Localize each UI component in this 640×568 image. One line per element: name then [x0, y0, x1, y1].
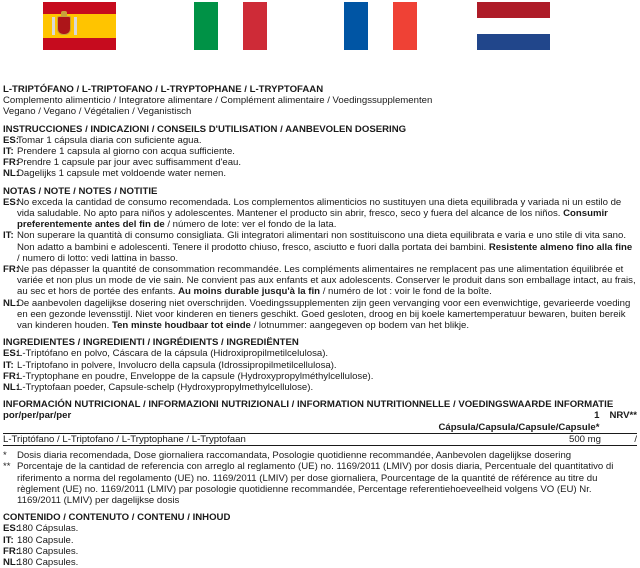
ingredient-item: FR: L-Tryptophane en poudre, Enveloppe de la capsule (Hydroxypropylméthylcellulose).	[3, 370, 374, 382]
ingredient-item: NL: L-Tryptofaan poeder, Capsule-schelp (Hydroxypropylmethylcellulose).	[3, 382, 314, 394]
product-category: Complemento alimenticio / Integratore alimentare / Complément alimentaire / Voedingssupplementen	[3, 95, 433, 107]
language-flags	[0, 2, 640, 50]
nutrition-table-row: L-Triptófano / L-Triptofano / L-Tryptophane / L-Tryptofaan 500 mg /	[3, 433, 637, 445]
note-item-it: IT: Non superare la quantità di consumo consigliata. Gli integratori alimentari non sostituiscono una dieta equilibrata e varia e uno stile di vita sano. Non adatto a bambini e adolescenti. Tenere il prodotto chiuso, fresco, asciutto e fuori dalla portata dei bambini. Resistente almeno fino alla fine / numero di lotto: vedi lattina in basso.	[3, 230, 633, 264]
instructions-title: INSTRUCCIONES / INDICAZIONI / CONSEILS D'UTILISATION / AANBEVOLEN DOSERING	[3, 123, 407, 135]
ingredient-item: IT: L-Triptofano in polvere, Involucro della capsula (Idrossipropilmetilcellulosa).	[3, 359, 337, 371]
notes-title: NOTAS / NOTE / NOTES / NOTITIE	[3, 185, 158, 197]
footnote: ** Porcentaje de la cantidad de referencia con arreglo al reglamento (UE) no. 1169/2011 (LMIV) por dosis diaria, Percentuale del quantitativo di riferimento a norma del regolamento (UE) no. 1169/2011 (LMIV) per dose giornaliera, Pourcentage de la quantité de référence au titre du règlement (UE) no. 1169/2011 (LMIV) par posologie quotidienne recommandée, Percentage referentiehoeveelheid volgens VO (EU) Nr. 1169/2011 (LMIV) per dagelijkse dosis	[3, 461, 614, 506]
contents-item: ES: 180 Cápsulas.	[3, 523, 79, 535]
contents-item: IT: 180 Capsule.	[3, 534, 74, 546]
france-flag-icon	[344, 2, 417, 50]
instruction-item: FR: Prendre 1 capsule par jour avec suffisamment d'eau.	[3, 157, 242, 169]
label-document	[3, 84, 637, 568]
spain-flag-icon	[43, 2, 116, 50]
netherlands-flag-icon	[477, 2, 550, 50]
nutrition-title: INFORMACIÓN NUTRICIONAL / INFORMAZIONI NUTRIZIONALI / INFORMATION NUTRITIONNELLE / VOEDINGSWAARDE INFORMATIE	[3, 399, 614, 411]
note-item-es: ES: No exceda la cantidad de consumo recomendada. Los complementos alimenticios no sustituyen una dieta equilibrada y variada ni un estilo de vida saludable. No apto para niños y adolescentes. Mantener el producto sin abrir, fresco, seco y fuera del alcance de los niños. Consumir preferentemente antes del fin de / número de lote: ver el fondo de la lata.	[3, 196, 622, 231]
instruction-item: ES: Tomar 1 cápsula diaria con suficiente agua.	[3, 134, 202, 146]
note-item-fr: FR: Ne pas dépasser la quantité de consommation recommandée. Les compléments alimentaires ne remplacent pas une alimentation équilibrée et variée et non plus un mode de vie sain. Ne convient pas aux enfants et aux adolescents. Conserver le produit dans son emballage intact, au frais, au sec et hors de portée des enfants. Au moins durable jusqu'à la fin / numéro de lot : voir le fond de la boîte.	[3, 264, 636, 298]
contents-item: NL: 180 Capsules.	[3, 556, 79, 568]
contents-item: FR: 180 Capsules.	[3, 545, 79, 557]
note-item-nl: NL: De aanbevolen dagelijkse dosering niet overschrijden. Voedingssupplementen zijn geen vervanging voor een evenwichtige, gevarieerde voeding en een gezonde levensstijl. Niet voor kinderen en tieners geschikt. Goed gesloten, droog en bij koele kamertemperatuur bewaren, buiten bereik van kinderen houden. Ten minste houdbaar tot einde / lotnummer: aangegeven op bodem van het blikje.	[3, 297, 631, 332]
product-name: L-TRIPTÓFANO / L-TRIPTOFANO / L-TRYPTOPHANE / L-TRYPTOFAAN	[3, 84, 324, 95]
diet-info: Vegano / Vegano / Végétalien / Veganistisch	[3, 106, 192, 118]
ingredient-item: ES: L-Triptófano en polvo, Cáscara de la cápsula (Hidroxipropilmetilcelulosa).	[3, 348, 329, 360]
footnote: * Dosis diaria recomendada, Dose giornaliera raccomandata, Posologie quotidienne recommandée, Aanbevolen dagelijkse dosering	[3, 450, 572, 462]
instruction-item: NL: Dagelijks 1 capsule met voldoende water nemen.	[3, 168, 227, 180]
nutrition-table-header: por/per/par/per 1 Cápsula/Capsula/Capsule/Capsule* NRV**	[3, 410, 637, 433]
contents-title: CONTENIDO / CONTENUTO / CONTENU / INHOUD	[3, 512, 231, 524]
ingredients-title: INGREDIENTES / INGREDIENTI / INGRÉDIENTS / INGREDIËNTEN	[3, 337, 299, 349]
instruction-item: IT: Prendere 1 capsula al giorno con acqua sufficiente.	[3, 146, 235, 158]
italy-flag-icon	[194, 2, 267, 50]
